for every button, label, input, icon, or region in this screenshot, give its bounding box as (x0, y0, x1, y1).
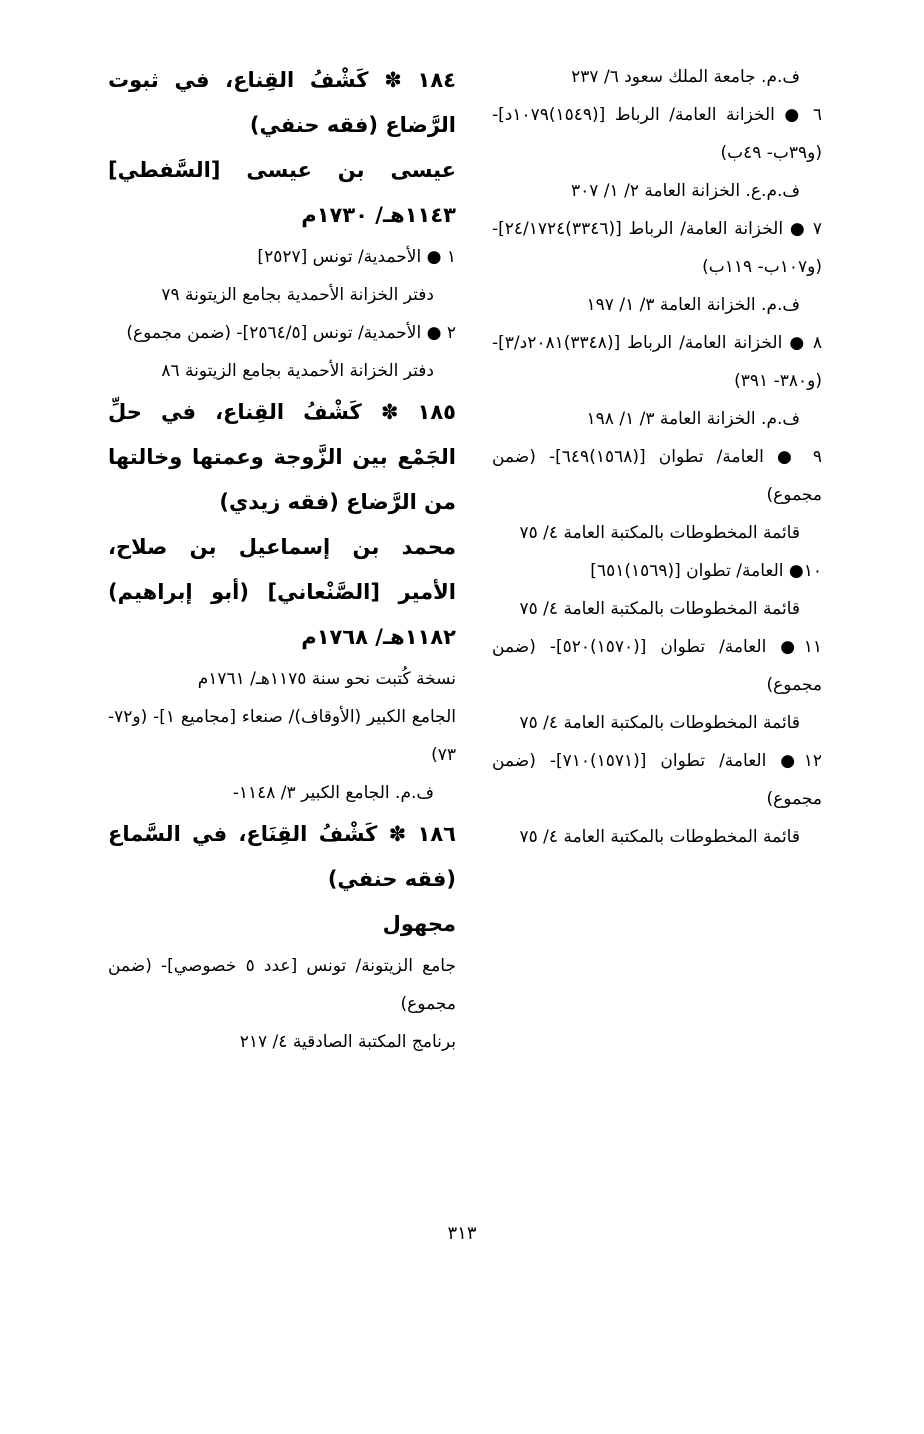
left-column (108, 58, 456, 1061)
catalog-reference: قائمة المخطوطات بالمكتبة العامة ٤/ ٧٥ (519, 523, 800, 543)
page-number: ٣١٣ (447, 1223, 477, 1244)
manuscript-item: ١٠● العامة/ تطوان [(١٥٦٩)٦٥١] (590, 561, 822, 581)
manuscript-item: ١ ● الأحمدية/ تونس [٢٥٢٧] (257, 247, 456, 267)
catalog-reference: دفتر الخزانة الأحمدية بجامع الزيتونة ٨٦ (161, 361, 434, 381)
manuscript-item: ١١● العامة/ تطوان [(١٥٧٠)٥٢٠]- (ضمن مجموع) (492, 637, 822, 695)
entry-line: نسخة كُتبت نحو سنة ١١٧٥هـ/ ١٧٦١م (197, 669, 456, 689)
catalog-reference: قائمة المخطوطات بالمكتبة العامة ٤/ ٧٥ (519, 599, 800, 619)
entry-author: عيسى بن عيسى [السَّفطي] ١١٤٣هـ/ ١٧٣٠م (108, 158, 456, 227)
entry-author: محمد بن إسماعيل بن صلاح، الأمير [الصَّنْعاني] (أبو إبراهيم) ١١٨٢هـ/ ١٧٦٨م (108, 535, 456, 649)
catalog-reference: ف.م. الجامع الكبير ٣/ ١١٤٨- (232, 783, 434, 803)
entry-title: ١٨٤ ✽ كَشْفُ القِناع، في ثبوت الرَّضاع (فقه حنفي) (108, 68, 456, 137)
manuscript-item: ١٢● العامة/ تطوان [(١٥٧١)٧١٠]- (ضمن مجموع) (492, 751, 822, 809)
catalog-reference: ف.م. الخزانة العامة ٣/ ١/ ١٩٨ (586, 409, 800, 429)
entry-title: ١٨٦ ✽ كَشْفُ القِنَاع، في السَّماع (فقه حنفي) (108, 822, 456, 891)
entry-title: ١٨٥ ✽ كَشْفُ القِناع، في حلِّ الجَمْع بين الزَّوجة وعمتها وخالتها من الرَّضاع (فقه زيدي) (108, 400, 456, 514)
catalog-reference: دفتر الخزانة الأحمدية بجامع الزيتونة ٧٩ (161, 285, 434, 305)
catalog-reference: ف.م. جامعة الملك سعود ٦/ ٢٣٧ (571, 67, 800, 87)
manuscript-item: ٩ ● العامة/ تطوان [(١٥٦٨)٦٤٩]- (ضمن مجموع) (492, 447, 822, 505)
catalog-reference: قائمة المخطوطات بالمكتبة العامة ٤/ ٧٥ (519, 827, 800, 847)
manuscript-item: ٧ ● الخزانة العامة/ الرباط [(٣٣٤٦)٢٤/١٧٢٤]- (و١٠٧ب- ١١٩ب) (492, 219, 822, 277)
entry-line: جامع الزيتونة/ تونس [عدد ٥ خصوصي]- (ضمن مجموع) (108, 956, 456, 1014)
right-column (492, 58, 822, 856)
entry-line: الجامع الكبير (الأوقاف)/ صنعاء [مجاميع ١]- (و٧٢- ٧٣) (108, 707, 456, 765)
catalog-reference: ف.م.ع. الخزانة العامة ٢/ ١/ ٣٠٧ (570, 181, 800, 201)
manuscript-item: ٦ ● الخزانة العامة/ الرباط [(١٥٤٩)١٠٧٩د]- (و٣٩ب- ٤٩ب) (492, 105, 822, 163)
entry-author: مجهول (382, 912, 456, 936)
catalog-reference: ف.م. الخزانة العامة ٣/ ١/ ١٩٧ (586, 295, 800, 315)
manuscript-item: ٢ ● الأحمدية/ تونس [٢٥٦٤/٥]- (ضمن مجموع) (126, 323, 456, 343)
manuscript-item: ٨ ● الخزانة العامة/ الرباط [(٣٣٤٨)٢٠٨١د/٣]- (و٣٨٠- ٣٩١) (492, 333, 822, 391)
catalog-reference: قائمة المخطوطات بالمكتبة العامة ٤/ ٧٥ (519, 713, 800, 733)
entry-line: برنامج المكتبة الصادقية ٤/ ٢١٧ (239, 1032, 456, 1052)
